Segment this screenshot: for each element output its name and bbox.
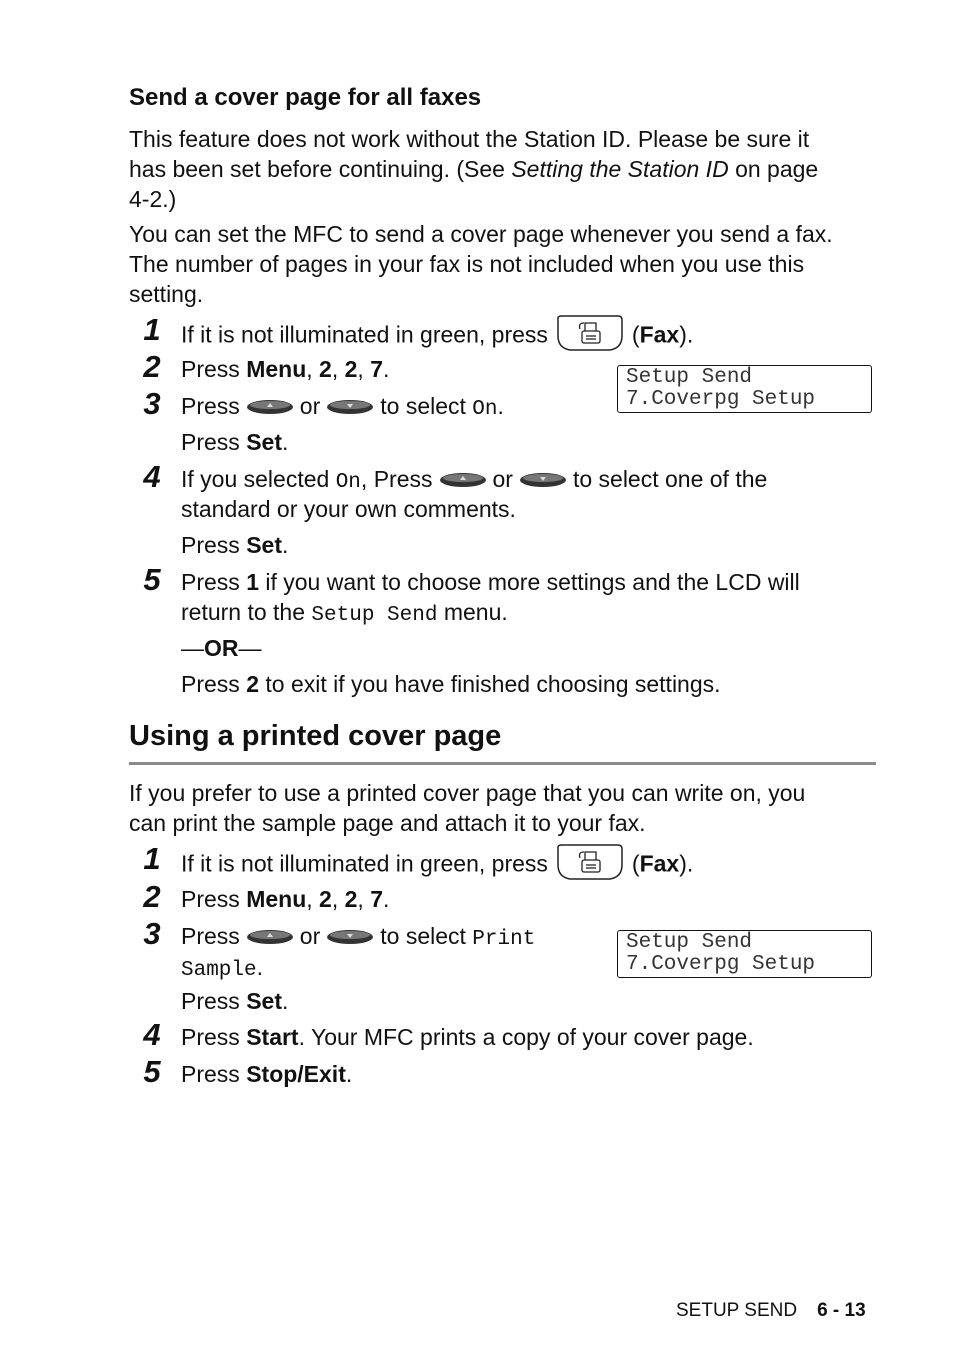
digit-key: 2 bbox=[319, 886, 332, 912]
step-3-text bbox=[181, 921, 535, 955]
step-4-text bbox=[181, 464, 767, 498]
text-line bbox=[181, 669, 721, 699]
digit-key: 2 bbox=[246, 671, 259, 697]
arrow-up-key-icon bbox=[246, 393, 294, 423]
page-footer bbox=[676, 1300, 866, 1322]
step-number: 5 bbox=[143, 562, 161, 597]
step-number: 5 bbox=[143, 1054, 161, 1089]
text-span: if you want to choose more settings and the LCD will bbox=[258, 569, 800, 595]
fax-key-label: Fax bbox=[639, 321, 680, 348]
start-key-label: Start bbox=[246, 1024, 299, 1050]
arrow-up-key-icon bbox=[439, 466, 487, 496]
text-line: The number of pages in your fax is not included when you use this bbox=[129, 251, 805, 277]
text-span: Press bbox=[181, 532, 247, 558]
text-span: Press bbox=[181, 1061, 247, 1087]
text-line: can print the sample page and attach it to your fax. bbox=[129, 810, 646, 836]
text-span: Press bbox=[181, 1024, 247, 1050]
text-span: or bbox=[299, 393, 321, 419]
lcd-display bbox=[617, 930, 872, 978]
arrow-down-key-icon bbox=[519, 466, 567, 496]
text-span: ( bbox=[631, 321, 640, 348]
step-3-set bbox=[181, 986, 288, 1016]
digit-key: 7 bbox=[370, 886, 383, 912]
set-key-label: Set bbox=[246, 429, 282, 455]
step-number: 3 bbox=[143, 386, 161, 421]
heading-rule bbox=[129, 762, 876, 765]
digit-key: 7 bbox=[370, 356, 383, 382]
text-line bbox=[181, 597, 508, 631]
text-span: has been set before continuing. (See bbox=[129, 156, 512, 182]
text-span: , Press bbox=[360, 466, 433, 492]
step-number: 1 bbox=[143, 841, 161, 876]
text-span: . bbox=[256, 954, 264, 980]
text-span: ). bbox=[679, 850, 694, 877]
text-span: or bbox=[299, 923, 321, 949]
or-label: OR bbox=[204, 635, 239, 661]
step-number: 2 bbox=[143, 879, 161, 914]
lcd-value: Sample bbox=[181, 959, 257, 982]
text-span: . bbox=[382, 886, 390, 912]
text-span: . bbox=[345, 1061, 353, 1087]
lcd-value: Print bbox=[472, 928, 536, 951]
set-key-label: Set bbox=[246, 988, 282, 1014]
text-span: Press bbox=[181, 429, 247, 455]
digit-key: 1 bbox=[246, 569, 259, 595]
arrow-down-key-icon bbox=[326, 393, 374, 423]
lcd-line: Setup Send bbox=[626, 366, 753, 389]
text-span: Press bbox=[181, 356, 247, 382]
text-span: . Your MFC prints a copy of your cover page. bbox=[298, 1024, 754, 1050]
lcd-value: Setup Send bbox=[311, 604, 438, 627]
text-span: . bbox=[382, 356, 390, 382]
text-span: return to the bbox=[181, 599, 312, 625]
lcd-line: Setup Send bbox=[626, 931, 753, 954]
text-span: , bbox=[306, 886, 320, 912]
text-span: menu. bbox=[437, 599, 508, 625]
intro-paragraph bbox=[129, 124, 818, 214]
text-span: — bbox=[181, 635, 204, 661]
text-line: If you prefer to use a printed cover page that you can write on, you bbox=[129, 780, 806, 806]
lcd-value: On bbox=[335, 471, 361, 494]
step-3-text bbox=[181, 391, 504, 425]
step-2-text bbox=[181, 354, 389, 384]
text-span: . bbox=[281, 429, 289, 455]
text-span: , bbox=[357, 886, 371, 912]
cross-reference: Setting the Station ID bbox=[511, 156, 729, 182]
lcd-display bbox=[617, 365, 872, 413]
text-span: Press bbox=[181, 923, 240, 949]
fax-button-icon bbox=[556, 843, 624, 888]
step-number: 2 bbox=[143, 349, 161, 384]
stop-exit-key-label: Stop/Exit bbox=[246, 1061, 346, 1087]
step-4-set bbox=[181, 530, 288, 560]
text-span: Press bbox=[181, 988, 247, 1014]
text-line: 4-2.) bbox=[129, 186, 177, 212]
step-number: 4 bbox=[143, 459, 161, 494]
text-span: If you selected bbox=[181, 466, 336, 492]
step-2-text bbox=[181, 884, 389, 914]
text-span: , bbox=[357, 356, 371, 382]
text-span: , bbox=[331, 886, 345, 912]
text-span: to select bbox=[380, 393, 473, 419]
step-number: 4 bbox=[143, 1017, 161, 1052]
text-line bbox=[129, 154, 818, 184]
description-paragraph bbox=[129, 778, 805, 838]
description-paragraph bbox=[129, 219, 833, 309]
menu-key-label: Menu bbox=[246, 886, 307, 912]
arrow-down-key-icon bbox=[326, 923, 374, 953]
step-number: 1 bbox=[143, 312, 161, 347]
text-span: ). bbox=[679, 321, 694, 348]
fax-button-icon bbox=[556, 314, 624, 359]
text-span: . bbox=[497, 393, 504, 419]
text-span: If it is not illuminated in green, press bbox=[181, 321, 548, 348]
set-key-label: Set bbox=[246, 532, 282, 558]
step-3-set bbox=[181, 427, 288, 457]
footer-section: SETUP SEND bbox=[676, 1300, 798, 1321]
text-line: setting. bbox=[129, 281, 204, 307]
lcd-value: On bbox=[472, 398, 498, 421]
text-line: standard or your own comments. bbox=[181, 496, 516, 522]
step-5-text bbox=[181, 567, 800, 597]
step-1-text bbox=[181, 843, 693, 888]
text-span: . bbox=[281, 988, 289, 1014]
text-span: , bbox=[331, 356, 345, 382]
step-1-text bbox=[181, 314, 693, 359]
text-span: Press bbox=[181, 671, 247, 697]
text-span: If it is not illuminated in green, press bbox=[181, 850, 548, 877]
text-line: This feature does not work without the Station ID. Please be sure it bbox=[129, 126, 810, 152]
text-span: on page bbox=[728, 156, 819, 182]
section-heading: Send a cover page for all faxes bbox=[129, 84, 482, 111]
menu-key-label: Menu bbox=[246, 356, 307, 382]
text-span: to select bbox=[380, 923, 473, 949]
text-span: , bbox=[306, 356, 320, 382]
text-span: . bbox=[281, 532, 289, 558]
digit-key: 2 bbox=[319, 356, 332, 382]
text-line bbox=[181, 952, 263, 986]
text-span: to select one of the bbox=[572, 466, 768, 492]
step-5-text bbox=[181, 1059, 352, 1089]
step-number: 3 bbox=[143, 916, 161, 951]
text-span: or bbox=[492, 466, 513, 492]
digit-key: 2 bbox=[344, 356, 358, 382]
text-span: — bbox=[238, 635, 262, 661]
page-number: 6 - 13 bbox=[817, 1300, 866, 1321]
text-span: Press bbox=[181, 569, 247, 595]
fax-key-label: Fax bbox=[639, 850, 680, 877]
lcd-line: 7.Coverpg Setup bbox=[626, 388, 816, 411]
text-span: Press bbox=[181, 886, 247, 912]
text-span: ( bbox=[631, 850, 640, 877]
arrow-up-key-icon bbox=[246, 923, 294, 953]
text-span: to exit if you have finished choosing settings. bbox=[258, 671, 721, 697]
digit-key: 2 bbox=[344, 886, 358, 912]
section-heading: Using a printed cover page bbox=[129, 720, 502, 752]
step-4-text bbox=[181, 1022, 754, 1052]
lcd-line: 7.Coverpg Setup bbox=[626, 953, 816, 976]
text-line: You can set the MFC to send a cover page whenever you send a fax. bbox=[129, 221, 833, 247]
text-span: Press bbox=[181, 393, 240, 419]
or-separator bbox=[181, 633, 262, 663]
